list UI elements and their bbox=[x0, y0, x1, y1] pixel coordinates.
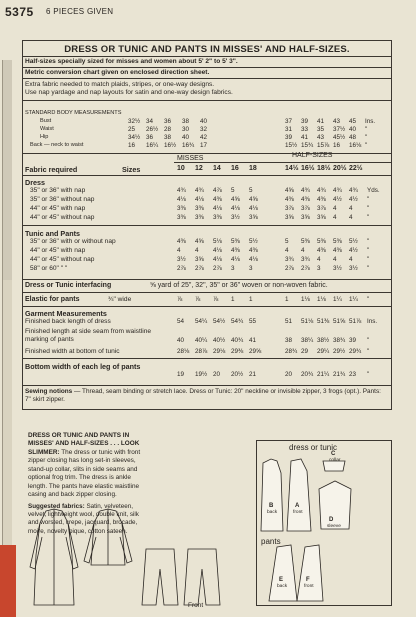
interfacing-text: ⅝ yard of 25", 32", 35" or 36" woven or non-woven fabric. bbox=[150, 282, 328, 289]
piece-name: back bbox=[267, 510, 278, 515]
cell-half: 5½ bbox=[349, 238, 358, 245]
cell-half: 2⅞ bbox=[301, 265, 310, 272]
cell-misses: 4⅝ bbox=[231, 196, 240, 203]
cell-misses: 3⅜ bbox=[177, 205, 186, 212]
dress-tunic-label: dress or tunic bbox=[289, 443, 338, 452]
cell-half: " bbox=[367, 214, 370, 221]
cell-half: 3 bbox=[317, 265, 321, 272]
cell-half: 5 bbox=[285, 238, 289, 245]
piece-letter: A bbox=[295, 503, 300, 509]
cell-misses: 54½ bbox=[213, 318, 226, 325]
cell-half: " bbox=[367, 238, 370, 245]
cell-half: 4⅜ bbox=[317, 196, 326, 203]
pattern-pieces-panel bbox=[256, 440, 392, 606]
cell-misses: 4⅛ bbox=[213, 256, 222, 263]
cell-half: 51⅝ bbox=[333, 318, 346, 325]
waistline-label: Finished length at side seam from waistline marking of pants bbox=[25, 328, 152, 344]
cell-half: 51⅛ bbox=[301, 318, 314, 325]
misses-size: 12 bbox=[195, 165, 203, 172]
cell-half: " bbox=[367, 256, 370, 263]
cell-half: 38 bbox=[285, 337, 293, 344]
tunic-width-label: Finished width at bottom of tunic bbox=[25, 348, 120, 355]
elastic-width: ¾" wide bbox=[108, 296, 132, 303]
cell-misses: 3½ bbox=[231, 214, 240, 221]
measurement-misses: 26½ bbox=[146, 126, 159, 133]
extra-fabric-note: Extra fabric needed to match plaids, stripes, or one-way designs. bbox=[25, 81, 215, 88]
measurement-half: 37½ bbox=[333, 126, 346, 133]
cell-half: 51⅜ bbox=[317, 318, 330, 325]
tunic-row-label: 35" or 36" with or without nap bbox=[30, 238, 116, 245]
cell-half: 1⅛ bbox=[317, 296, 326, 303]
cell-misses: 3⅜ bbox=[195, 205, 204, 212]
cell-half: 38½ bbox=[317, 337, 330, 344]
cell-half: 4¾ bbox=[349, 187, 358, 194]
tunic-row-label: 44" or 45" with nap bbox=[30, 247, 86, 254]
nap-note: Use nap yardage and nap layouts for satin and one-way design fabrics. bbox=[25, 89, 233, 96]
cell-misses: 4⅜ bbox=[231, 247, 240, 254]
body-measurements-heading: STANDARD BODY MEASUREMENTS bbox=[25, 110, 122, 116]
cell-misses: 28⅞ bbox=[195, 348, 208, 355]
cell-misses: 4⅛ bbox=[231, 256, 240, 263]
piece-d-shape bbox=[319, 481, 351, 529]
cell-half: 4 bbox=[301, 247, 305, 254]
cell-half: 2⅞ bbox=[285, 265, 294, 272]
cell-half: " bbox=[367, 265, 370, 272]
cell-half: 51⅞ bbox=[349, 318, 362, 325]
cell-misses: 4⅛ bbox=[195, 196, 204, 203]
cell-half: 1⅛ bbox=[301, 296, 310, 303]
cell-half: 4 bbox=[333, 256, 337, 263]
cell-half: 4 bbox=[285, 247, 289, 254]
cell-half: 4¾ bbox=[301, 187, 310, 194]
measurement-half: 39 bbox=[301, 118, 309, 125]
half-size: 16½ bbox=[301, 165, 315, 172]
cell-misses: 54 bbox=[177, 318, 185, 325]
measurement-misses: 16 bbox=[128, 142, 136, 149]
cell-misses: 5 bbox=[249, 187, 253, 194]
cell-half: 4⅜ bbox=[301, 196, 310, 203]
metric-note: Metric conversion chart given on enclosed direction sheet. bbox=[25, 69, 210, 76]
piece-name: back bbox=[277, 584, 288, 589]
cell-misses: ⅞ bbox=[177, 296, 183, 303]
cell-half: 4½ bbox=[349, 247, 358, 254]
measurement-half: 41 bbox=[317, 118, 325, 125]
half-size: 22½ bbox=[349, 165, 363, 172]
cell-half: 1 bbox=[285, 296, 289, 303]
cell-misses: 1 bbox=[231, 296, 235, 303]
sizes-label: Sizes bbox=[122, 165, 141, 174]
measurement-misses: 16¼ bbox=[146, 142, 159, 149]
sketch-front-label: Front bbox=[188, 602, 204, 609]
cell-misses: 4⅞ bbox=[213, 187, 222, 194]
cell-misses: 5⅜ bbox=[231, 238, 240, 245]
cell-misses: 5 bbox=[231, 187, 235, 194]
description-caps: DRESS OR TUNIC AND PANTS IN MISSES' AND HALF-SIZES . . . LOOK SLIMMER: bbox=[28, 432, 140, 456]
pants-label: pants bbox=[261, 537, 281, 546]
tunic-row-label: 44" or 45" without nap bbox=[30, 256, 95, 263]
cell-misses: 4⅛ bbox=[177, 196, 186, 203]
price-stamp bbox=[0, 545, 16, 617]
cell-half: 39 bbox=[349, 337, 357, 344]
cell-misses: 3½ bbox=[177, 256, 186, 263]
tunic-pants-heading: Tunic and Pants bbox=[25, 229, 80, 238]
cell-half: 20 bbox=[285, 371, 293, 378]
cell-half: 3⅞ bbox=[285, 205, 294, 212]
cell-misses: 4⅛ bbox=[213, 247, 222, 254]
cell-half: 4 bbox=[333, 205, 337, 212]
misses-size: 10 bbox=[177, 165, 185, 172]
tunic-row-label: 58" or 60" " " bbox=[30, 265, 68, 272]
measurement-half: 39 bbox=[285, 134, 293, 141]
measurement-half: 16 bbox=[333, 142, 341, 149]
half-sizes-heading: HALF-SIZES bbox=[292, 152, 333, 159]
cell-half: 5⅜ bbox=[301, 238, 310, 245]
dress-row-label: 35" or 36" without nap bbox=[30, 196, 95, 203]
cell-misses: 2⅞ bbox=[177, 265, 186, 272]
piece-letter: F bbox=[306, 577, 310, 583]
interfacing-label: Dress or Tunic interfacing bbox=[25, 282, 112, 289]
cell-half: 1¼ bbox=[333, 296, 342, 303]
measurement-misses: 16¾ bbox=[182, 142, 195, 149]
cell-misses: 5⅛ bbox=[213, 238, 222, 245]
piece-a-shape bbox=[287, 459, 311, 531]
measurement-half: 48 bbox=[349, 134, 357, 141]
measurement-misses: 25 bbox=[128, 126, 136, 133]
piece-name: front bbox=[304, 584, 314, 589]
cell-misses: 29⅝ bbox=[249, 348, 262, 355]
measurement-misses: 42 bbox=[200, 134, 208, 141]
cell-misses: 3⅜ bbox=[213, 214, 222, 221]
cell-half: 3½ bbox=[333, 265, 342, 272]
cell-misses: 19 bbox=[177, 371, 185, 378]
cell-half: 29½ bbox=[333, 348, 346, 355]
cell-misses: 21 bbox=[249, 371, 257, 378]
cell-half: Yds. bbox=[367, 187, 380, 194]
cell-half: 29¾ bbox=[349, 348, 362, 355]
cell-misses: 3⅜ bbox=[195, 214, 204, 221]
piece-letter: D bbox=[329, 517, 334, 523]
cell-half: 3⅝ bbox=[285, 214, 294, 221]
pieces-given: 6 PIECES GIVEN bbox=[46, 7, 114, 16]
cell-misses: 20½ bbox=[231, 371, 244, 378]
misses-size: 18 bbox=[249, 165, 257, 172]
cell-half: 38¾ bbox=[333, 337, 346, 344]
measurement-misses: 16½ bbox=[164, 142, 177, 149]
cell-half: 4 bbox=[349, 205, 353, 212]
bottom-width-label: Bottom width of each leg of pants bbox=[25, 362, 141, 371]
cell-misses: 40¼ bbox=[195, 337, 208, 344]
dress-heading: Dress bbox=[25, 178, 45, 187]
measurement-half: 40 bbox=[349, 126, 357, 133]
cell-misses: 4 bbox=[195, 247, 199, 254]
measurement-misses: 36 bbox=[146, 134, 154, 141]
cell-half: 28¾ bbox=[285, 348, 298, 355]
cell-half: 51 bbox=[285, 318, 293, 325]
cell-half: 5⅜ bbox=[333, 238, 342, 245]
measurement-misses: 40 bbox=[182, 134, 190, 141]
cell-misses: 54¼ bbox=[195, 318, 208, 325]
cell-half: 3⅞ bbox=[317, 205, 326, 212]
measurement-misses: 34 bbox=[146, 118, 154, 125]
garment-heading: Garment Measurements bbox=[25, 309, 107, 318]
cell-misses: 28⅛ bbox=[177, 348, 190, 355]
piece-letter: B bbox=[269, 503, 274, 509]
misses-size: 16 bbox=[231, 165, 239, 172]
half-size: 20½ bbox=[333, 165, 347, 172]
copyright-strip bbox=[398, 40, 414, 610]
measurement-half: 15½ bbox=[285, 142, 298, 149]
piece-e-shape bbox=[269, 545, 297, 601]
cell-half: 3¾ bbox=[301, 256, 310, 263]
measurement-misses: 34½ bbox=[128, 134, 141, 141]
cell-half: " bbox=[367, 348, 370, 355]
cell-misses: ⅞ bbox=[195, 296, 201, 303]
cell-half: 4½ bbox=[349, 196, 358, 203]
cell-half: 29¼ bbox=[317, 348, 330, 355]
cell-half: 1¼ bbox=[349, 296, 358, 303]
cell-misses: 4⅝ bbox=[249, 196, 258, 203]
cell-misses: 19½ bbox=[195, 371, 208, 378]
cell-misses: 4⅛ bbox=[213, 205, 222, 212]
cell-misses: 29⅜ bbox=[231, 348, 244, 355]
cell-half: " bbox=[367, 247, 370, 254]
cell-half: " bbox=[367, 371, 370, 378]
half-size: 14½ bbox=[285, 165, 299, 172]
cell-half: 20¾ bbox=[301, 371, 314, 378]
cell-misses: 4⅝ bbox=[195, 238, 204, 245]
fabrics-text: Satin, velveteen, velvet, lightweight wool, double knit, silk and worsted, crepe, jacquard, brocade, moire, novelty pique, cotton sateen. bbox=[28, 502, 139, 535]
fabrics-label: Suggested fabrics: bbox=[28, 502, 85, 510]
dress-row-label: 35" or 36" with nap bbox=[30, 187, 86, 194]
measurement-label: Back — neck to waist bbox=[30, 142, 84, 148]
cell-half: 21¾ bbox=[333, 371, 346, 378]
measurement-half: 45 bbox=[349, 118, 357, 125]
piece-name: collar bbox=[329, 458, 341, 463]
measurement-half: " bbox=[365, 134, 368, 141]
cell-half: 4⅜ bbox=[333, 247, 342, 254]
fabric-required-label: Fabric required bbox=[25, 165, 78, 174]
measurement-half: Ins. bbox=[365, 118, 376, 125]
cell-half: 4 bbox=[317, 256, 321, 263]
pattern-number: 5375 bbox=[5, 5, 34, 19]
measurement-half: 45½ bbox=[333, 134, 346, 141]
cell-half: 4½ bbox=[333, 196, 342, 203]
cell-half: 3⅝ bbox=[301, 214, 310, 221]
measurement-half: 33 bbox=[301, 126, 309, 133]
measurement-label: Bust bbox=[40, 118, 52, 124]
measurement-misses: 30 bbox=[182, 126, 190, 133]
cell-half: " bbox=[367, 196, 370, 203]
measurement-half: 43 bbox=[333, 118, 341, 125]
measurement-half: 31 bbox=[285, 126, 293, 133]
cell-misses: 41 bbox=[249, 337, 257, 344]
piece-b-shape bbox=[261, 459, 283, 531]
cell-half: 4 bbox=[349, 214, 353, 221]
notions-text: — Thread, seam binding or stretch lace. Dress or Tunic: 20" neckline or invisible zipper, 3 frogs (opt.). Pants: 7" skirt zipper. bbox=[25, 388, 381, 403]
cell-misses: 54¾ bbox=[231, 318, 244, 325]
half-sizes-note: Half-sizes specially sized for misses and women about 5' 2" to 5' 3". bbox=[25, 58, 238, 65]
measurement-misses: 38 bbox=[182, 118, 190, 125]
measurement-half: 15⅞ bbox=[317, 142, 330, 149]
left-color-strip bbox=[0, 20, 16, 617]
piece-letter: E bbox=[279, 577, 284, 583]
cell-misses: 4⅜ bbox=[213, 196, 222, 203]
piece-f-shape bbox=[297, 545, 323, 601]
piece-name: sleeve bbox=[327, 524, 341, 529]
cell-misses: 3 bbox=[231, 265, 235, 272]
dress-row-label: 44" or 45" without nap bbox=[30, 214, 95, 221]
cell-misses: 4⅛ bbox=[231, 205, 240, 212]
cell-misses: 4⅜ bbox=[177, 238, 186, 245]
notions-label: Sewing notions bbox=[25, 388, 73, 395]
misses-size: 14 bbox=[213, 165, 221, 172]
cell-half: " bbox=[367, 296, 370, 303]
cell-misses: 1 bbox=[249, 296, 253, 303]
cell-half: 3⅞ bbox=[301, 205, 310, 212]
cell-misses: 3⅜ bbox=[177, 214, 186, 221]
measurement-half: " bbox=[365, 142, 368, 149]
cell-misses: 2⅞ bbox=[195, 265, 204, 272]
piece-letter: C bbox=[331, 451, 336, 457]
measurement-label: Hip bbox=[40, 134, 49, 140]
measurement-misses: 32½ bbox=[128, 118, 141, 125]
cell-misses: 40 bbox=[177, 337, 185, 344]
cell-half: 21¼ bbox=[317, 371, 330, 378]
cell-misses: 3⅝ bbox=[195, 256, 204, 263]
cell-half: 38¼ bbox=[301, 337, 314, 344]
cell-misses: 4⅛ bbox=[249, 256, 258, 263]
cell-half: 3⅝ bbox=[317, 214, 326, 221]
measurement-misses: 28 bbox=[164, 126, 172, 133]
measurement-half: 43 bbox=[317, 134, 325, 141]
cell-half: 23 bbox=[349, 371, 357, 378]
cell-misses: 4 bbox=[177, 247, 181, 254]
misses-heading: MISSES bbox=[177, 155, 204, 162]
chart-title: DRESS OR TUNIC AND PANTS IN MISSES' AND HALF-SIZES. bbox=[64, 44, 350, 55]
measurement-half: " bbox=[365, 126, 368, 133]
cell-half: 3¾ bbox=[285, 256, 294, 263]
cell-misses: ⅞ bbox=[213, 296, 219, 303]
cell-half: " bbox=[367, 205, 370, 212]
measurement-misses: 40 bbox=[200, 118, 208, 125]
cell-misses: 40½ bbox=[213, 337, 226, 344]
cell-misses: 20 bbox=[213, 371, 221, 378]
measurement-half: 37 bbox=[285, 118, 293, 125]
cell-half: Ins. bbox=[367, 318, 378, 325]
measurement-misses: 32 bbox=[200, 126, 208, 133]
cell-misses: 29⅛ bbox=[213, 348, 226, 355]
cell-misses: 4⅛ bbox=[249, 205, 258, 212]
sewing-notions bbox=[25, 388, 387, 404]
measurement-misses: 17 bbox=[200, 142, 208, 149]
cell-half: 4 bbox=[349, 256, 353, 263]
measurement-misses: 38 bbox=[164, 134, 172, 141]
measurement-half: 41 bbox=[301, 134, 309, 141]
cell-misses: 3 bbox=[249, 265, 253, 272]
description-body: The dress or tunic with front zipper closing has long set-in sleeves, stand-up collar, slits in side seams and optional frog trim. The dress is ankle length. The pants have elastic waistline casing and back zipper closing. bbox=[28, 448, 141, 499]
measurement-misses: 36 bbox=[164, 118, 172, 125]
cell-half: 3½ bbox=[349, 265, 358, 272]
cell-half: 4¾ bbox=[333, 187, 342, 194]
cell-half: 4⅜ bbox=[285, 196, 294, 203]
measurement-label: Waist bbox=[40, 126, 54, 132]
description bbox=[28, 432, 150, 500]
garment-sketch bbox=[28, 502, 253, 610]
cell-half: 4 bbox=[333, 214, 337, 221]
cell-misses: 4⅜ bbox=[249, 247, 258, 254]
cell-misses: 4¾ bbox=[177, 187, 186, 194]
cell-misses: 3⅝ bbox=[249, 214, 258, 221]
cell-misses: 2⅞ bbox=[213, 265, 222, 272]
dress-row-label: 44" or 45" with nap bbox=[30, 205, 86, 212]
half-size: 18½ bbox=[317, 165, 331, 172]
cell-misses: 5½ bbox=[249, 238, 258, 245]
cell-half: 4⅝ bbox=[285, 187, 294, 194]
finished-back-label: Finished back length of dress bbox=[25, 318, 111, 325]
measurement-half: 35 bbox=[317, 126, 325, 133]
cell-half: 4⅜ bbox=[317, 247, 326, 254]
measurement-half: 15¾ bbox=[301, 142, 314, 149]
cell-misses: 55 bbox=[249, 318, 257, 325]
cell-misses: 40¾ bbox=[231, 337, 244, 344]
pattern-pieces-drawing bbox=[257, 441, 391, 605]
piece-name: front bbox=[293, 510, 303, 515]
measurement-half: 16⅛ bbox=[349, 142, 362, 149]
cell-half: 5⅜ bbox=[317, 238, 326, 245]
cell-half: 4¾ bbox=[317, 187, 326, 194]
cell-half: 29 bbox=[301, 348, 309, 355]
elastic-label: Elastic for pants bbox=[25, 296, 80, 303]
cell-misses: 4¾ bbox=[195, 187, 204, 194]
cell-half: " bbox=[367, 337, 370, 344]
